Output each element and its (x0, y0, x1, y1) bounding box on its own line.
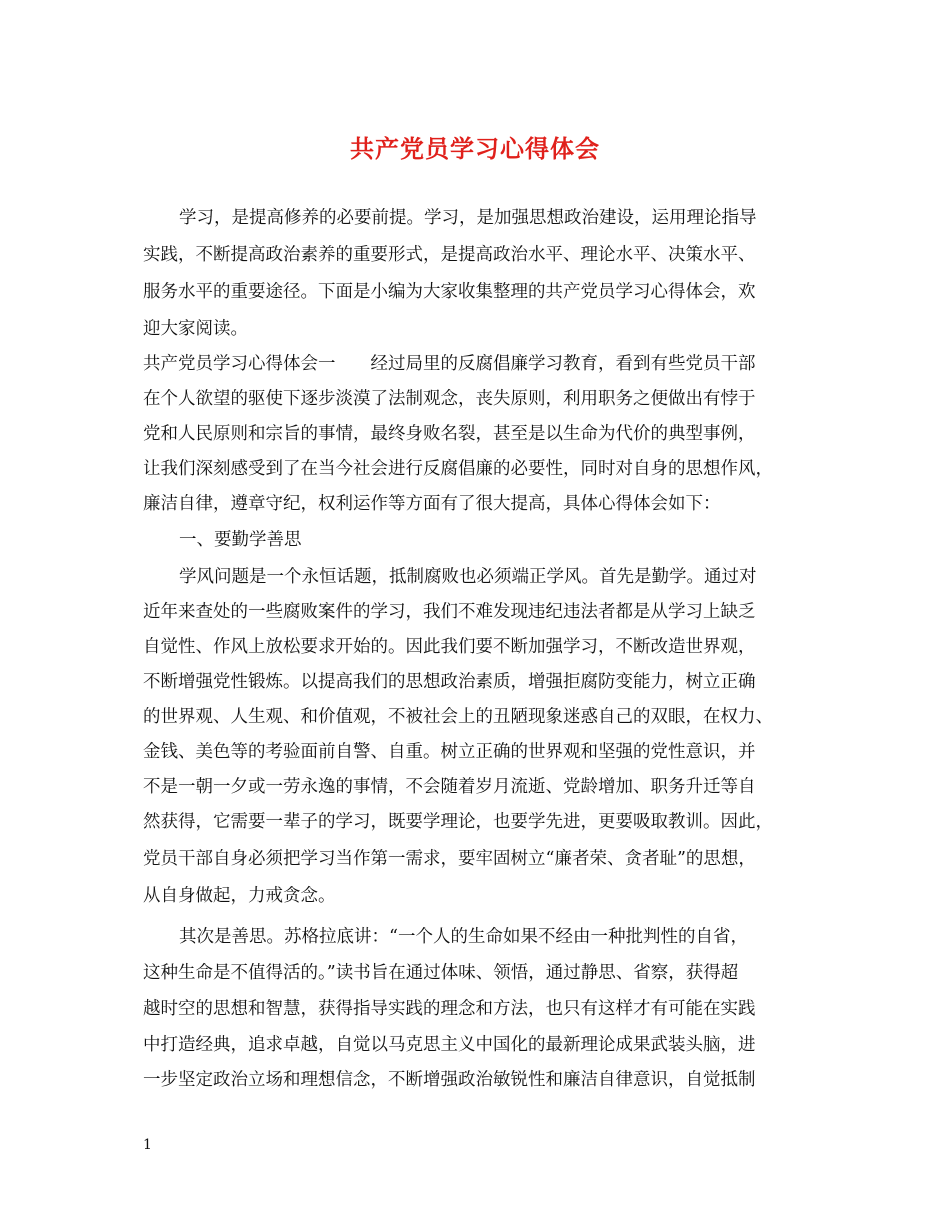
paragraph-line: 学习，是提高修养的必要前提。学习，是加强思想政治建设，运用理论指导 (179, 208, 757, 228)
paragraph-line: 实践，不断提高政治素养的重要形式，是提高政治水平、理论水平、决策水平、 (143, 245, 756, 265)
paragraph-line: 廉洁自律，遵章守纪，权利运作等方面有了很大提高，具体心得体会如下： (143, 494, 721, 514)
paragraph-line: 这种生命是不值得活的。”读书旨在通过体味、领悟，通过静思、省察，获得超 (143, 963, 739, 983)
paragraph-line: 党员干部自身必须把学习当作第一需求，要牢固树立“廉者荣、贪者耻”的思想， (143, 849, 756, 869)
paragraph-line: 的世界观、人生观、和价值观，不被社会上的丑陋现象迷惑自己的双眼，在权力、 (143, 707, 773, 727)
section-heading: 一、要勤学善思 (179, 530, 302, 550)
paragraph-line: 其次是善思。苏格拉底讲：“一个人的生命如果不经由一种批判性的自省， (179, 927, 748, 947)
paragraph-line: 中打造经典，追求卓越，自觉以马克思主义中国化的最新理论成果武装头脑，进 (143, 1035, 756, 1055)
paragraph-line: 学风问题是一个永恒话题，抵制腐败也必须端正学风。首先是勤学。通过对 (179, 567, 757, 587)
paragraph-line: 一步坚定政治立场和理想信念，不断增强政治敏锐性和廉洁自律意识，自觉抵制 (143, 1070, 756, 1090)
paragraph-line: 不断增强党性锻炼。以提高我们的思想政治素质，增强拒腐防变能力，树立正确 (143, 672, 756, 692)
document-title: 共产党员学习心得体会 (350, 134, 600, 163)
paragraph-line: 党和人民原则和宗旨的事情，最终身败名裂，甚至是以生命为代价的典型事例， (143, 424, 756, 444)
paragraph-line: 然获得，它需要一辈子的学习，既要学理论，也要学先进，更要吸取教训。因此， (143, 812, 773, 832)
paragraph-line: 不是一朝一夕或一劳永逸的事情，不会随着岁月流逝、党龄增加、职务升迁等自 (143, 777, 756, 797)
paragraph-line: 越时空的思想和智慧，获得指导实践的理念和方法，也只有这样才有可能在实践 (143, 999, 756, 1019)
paragraph-line: 在个人欲望的驱使下逐步淡漠了法制观念，丧失原则，利用职务之便做出有悖于 (143, 389, 756, 409)
paragraph-line: 让我们深刻感受到了在当今社会进行反腐倡廉的必要性，同时对自身的思想作风， (143, 459, 773, 479)
page-number: 1 (143, 1137, 152, 1153)
paragraph-line: 近年来查处的一些腐败案件的学习，我们不难发现违纪违法者都是从学习上缺乏 (143, 602, 756, 622)
paragraph-line: 迎大家阅读。 (143, 319, 248, 339)
paragraph-line: 从自身做起，力戒贪念。 (143, 886, 336, 906)
paragraph-line: 自觉性、作风上放松要求开始的。因此我们要不断加强学习，不断改造世界观， (143, 637, 756, 657)
paragraph-line: 金钱、美色等的考验面前自警、自重。树立正确的世界观和坚强的党性意识，并 (143, 742, 756, 762)
paragraph-line: 共产党员学习心得体会一 经过局里的反腐倡廉学习教育，看到有些党员干部 (143, 354, 756, 374)
paragraph-line: 服务水平的重要途径。下面是小编为大家收集整理的共产党员学习心得体会，欢 (143, 282, 756, 302)
